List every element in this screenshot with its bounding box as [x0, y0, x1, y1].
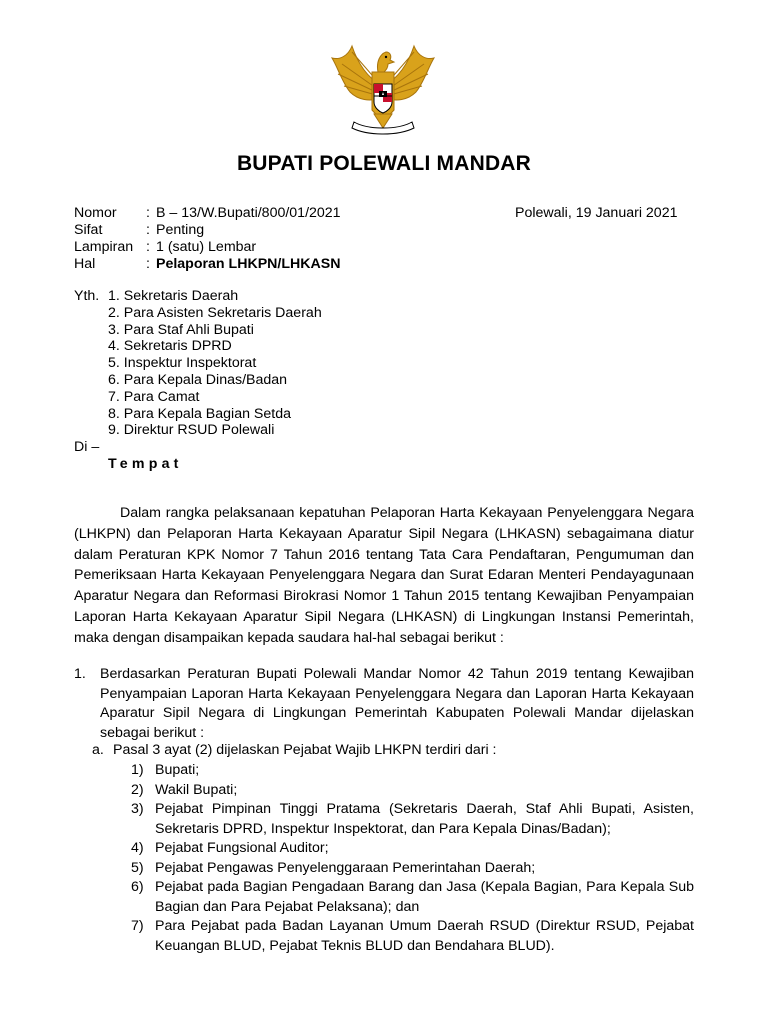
- list-item-number: 2): [131, 781, 144, 798]
- nomor-label: Nomor: [74, 205, 117, 221]
- letter-title: BUPATI POLEWALI MANDAR: [236, 152, 532, 175]
- recipients-block: [74, 288, 322, 456]
- list-item: [131, 781, 694, 801]
- separator: :: [146, 256, 150, 272]
- point-1-number: 1.: [74, 666, 86, 682]
- list-item: [131, 800, 694, 839]
- point-1: [74, 665, 694, 743]
- list-item-text: Bupati;: [155, 762, 200, 778]
- sub-point-a: [92, 741, 497, 761]
- meta-hal: [74, 256, 341, 273]
- list-item-text: Para Pejabat pada Badan Layanan Umum Daerah RSUD (Direktur RSUD, Pejabat Keuangan BLUD, Pejabat Teknis BLUD dan Bendahara BLUD).: [155, 918, 694, 954]
- di-label: Di –: [74, 439, 100, 456]
- nomor-value: B – 13/W.Bupati/800/01/2021: [156, 205, 341, 221]
- recipient-item: 4. Sekretaris DPRD: [108, 338, 232, 355]
- separator: :: [146, 205, 150, 221]
- hal-label: Hal: [74, 256, 96, 272]
- lampiran-label: Lampiran: [74, 239, 134, 255]
- list-item: [131, 878, 694, 917]
- meta-nomor: [74, 205, 341, 222]
- sifat-value: Penting: [156, 222, 205, 238]
- letter-meta: [74, 205, 341, 273]
- meta-sifat: [74, 222, 341, 239]
- list-item-number: 5): [131, 859, 144, 876]
- list-item: [131, 839, 694, 859]
- list-item-number: 4): [131, 840, 144, 856]
- recipient-item: 2. Para Asisten Sekretaris Daerah: [108, 304, 322, 321]
- list-item-number: 3): [131, 801, 144, 817]
- recipient-item: 6. Para Kepala Dinas/Badan: [108, 371, 288, 388]
- lampiran-value: 1 (satu) Lembar: [156, 239, 257, 255]
- letter-date: Polewali, 19 Januari 2021: [515, 205, 678, 221]
- tempat-label: Tempat: [108, 456, 183, 472]
- list-item-text: Pejabat Pengawas Penyelenggaraan Pemerintahan Daerah;: [155, 859, 536, 876]
- recipient-item: 5. Inspektur Inspektorat: [108, 355, 257, 372]
- recipient-item: 3. Para Staf Ahli Bupati: [108, 321, 254, 338]
- hal-value: Pelaporan LHKPN/LHKASN: [156, 256, 341, 272]
- sub-point-a-letter: a.: [92, 742, 104, 758]
- separator: :: [146, 239, 150, 255]
- separator: :: [146, 222, 150, 238]
- sifat-label: Sifat: [74, 222, 103, 238]
- yth-label: Yth.: [74, 288, 100, 304]
- list-item-text: Pejabat Pimpinan Tinggi Pratama (Sekretaris Daerah, Staf Ahli Bupati, Asisten, Sekretaris DPRD, Inspektur Inspektorat, dan Para Kepala Dinas/Badan);: [155, 801, 694, 837]
- recipient-list: [108, 288, 322, 439]
- list-item-number: 7): [131, 918, 144, 934]
- list-item: [131, 761, 694, 781]
- recipient-item: 7. Para Camat: [108, 388, 200, 405]
- meta-lampiran: [74, 239, 341, 256]
- sub-point-a-text: Pasal 3 ayat (2) dijelaskan Pejabat Wajib LHKPN terdiri dari :: [113, 742, 497, 758]
- intro-paragraph: Dalam rangka pelaksanaan kepatuhan Pelaporan Harta Kekayaan Penyelenggara Negara (LHKPN) dan Pelaporan Harta Kekayaan Aparatur Sipil Negara (LHKASN) sebagaimana diatur dalam Peraturan KPK Nomor 7 Tahun 2016 tentang Tata Cara Pendaftaran, Pengumuman dan Pemeriksaan Harta Kekayaan Penyelenggara Negara dan Surat Edaran Menteri Pendayagunaan Aparatur Negara dan Reformasi Birokrasi Nomor 1 Tahun 2015 tentang Kewajiban Penyampaian Laporan Harta Kekayaan Aparatur Sipil Negara (LHKASN) di Lingkungan Instansi Pemerintah, maka dengan disampaikan kepada saudara hal-hal sebagai berikut :: [74, 505, 694, 646]
- list-item: [131, 859, 694, 879]
- list-item: [131, 917, 694, 956]
- list-item-text: Pejabat Fungsional Auditor;: [155, 840, 329, 856]
- list-item-text: Pejabat pada Bagian Pengadaan Barang dan Jasa (Kepala Bagian, Para Kepala Sub Bagian dan Para Pejabat Pelaksana); dan: [155, 879, 694, 915]
- recipient-item: 1. Sekretaris Daerah: [108, 288, 239, 304]
- garuda-emblem-icon: [328, 38, 438, 138]
- point-1-text: Berdasarkan Peraturan Bupati Polewali Mandar Nomor 42 Tahun 2019 tentang Kewajiban Penyampaian Laporan Harta Kekayaan Penyelenggara Negara dan Laporan Harta Kekayaan Aparatur Sipil Negara di Lingkungan Pemerintah Kabupaten Polewali Mandar dijelaskan sebagai berikut :: [100, 666, 694, 741]
- recipient-item: 8. Para Kepala Bagian Setda: [108, 405, 291, 422]
- list-item-text: Wakil Bupati;: [155, 781, 238, 798]
- official-list: [131, 761, 694, 956]
- list-item-number: 6): [131, 879, 144, 895]
- recipient-item: 9. Direktur RSUD Polewali: [108, 422, 275, 439]
- list-item-number: 1): [131, 762, 144, 778]
